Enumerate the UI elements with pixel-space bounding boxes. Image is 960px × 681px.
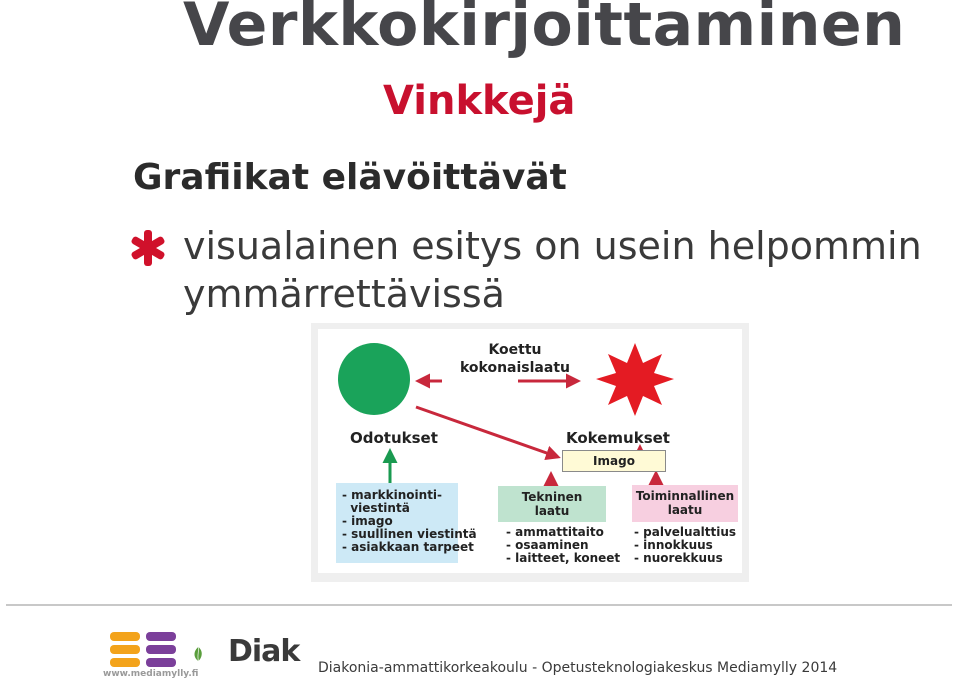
technical-quality-box <box>498 486 606 522</box>
diagram-canvas <box>318 329 742 573</box>
footer-text: Diakonia-ammattikorkeakoulu - Opetusteknologiakeskus Mediamylly 2014 <box>318 660 838 676</box>
mediamylly-logo <box>110 630 176 668</box>
expectation-factors-box <box>336 483 477 563</box>
technical-quality-title: Tekninen laatu <box>521 490 583 518</box>
bullet-text: visualainen esitys on usein helpommin ymmärrettävissä <box>183 224 922 316</box>
imago-box: Imago <box>562 450 666 472</box>
section-heading: Grafiikat elävöittävät <box>133 157 567 198</box>
experience-star <box>596 343 674 416</box>
mediamylly-url: www.mediamylly.fi <box>103 669 199 679</box>
experiences-label: Kokemukset <box>566 429 670 447</box>
expectation-factors-list: - markkinointi- viestintä - imago - suullinen viestintä - asiakkaan tarpeet <box>342 488 477 554</box>
slide-title: Verkkokirjoittaminen <box>183 0 906 60</box>
quality-diagram <box>311 323 749 582</box>
expectation-circle <box>338 343 410 415</box>
footer-divider <box>6 604 952 606</box>
technical-quality-list: - ammattitaito - osaaminen - laitteet, koneet <box>506 525 621 565</box>
total-quality-label: Koettu kokonaislaatu <box>459 342 570 376</box>
functional-quality-box <box>632 485 738 522</box>
functional-quality-title: Toiminnallinen laatu <box>635 489 735 517</box>
asterisk-bullet-icon <box>126 226 170 270</box>
diak-logo-icon <box>193 631 225 677</box>
diak-logo-text: Diak <box>228 634 300 669</box>
expectations-label: Odotukset <box>350 429 438 447</box>
slide-subtitle: Vinkkejä <box>383 78 576 124</box>
functional-quality-list: - palvelualttius - innokkuus - nuorekkuus <box>634 525 737 565</box>
